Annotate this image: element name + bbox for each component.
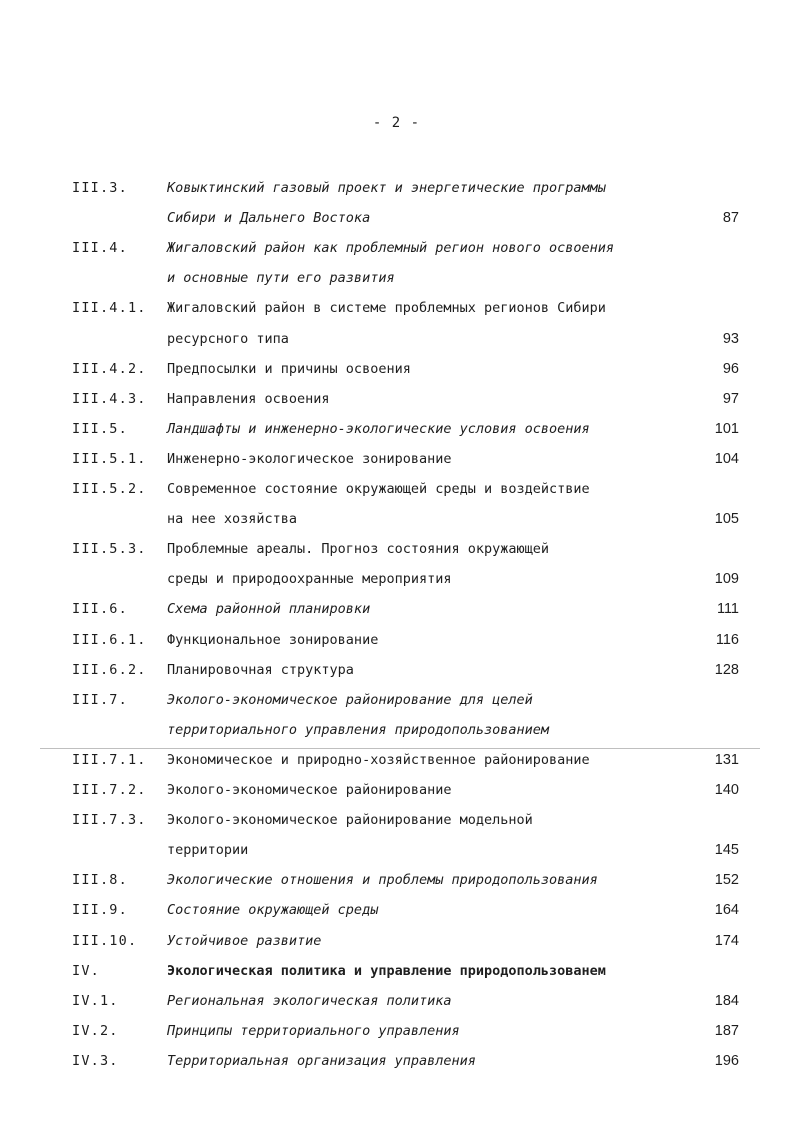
toc-entry-number: III.4.3. xyxy=(72,390,147,407)
toc-line xyxy=(0,930,793,952)
toc-page-ref: 152 xyxy=(714,872,739,889)
toc-line xyxy=(0,508,793,530)
toc-entry-title: Жигаловский район как проблемный регион нового освоения xyxy=(167,240,615,257)
toc-entry-number: III.7.3. xyxy=(72,812,147,829)
toc-line xyxy=(0,839,793,861)
toc-entry-number: III.6.1. xyxy=(72,631,147,648)
toc-entry-title: Региональная экологическая политика xyxy=(167,992,452,1009)
toc-entry-title: Жигаловский район в системе проблемных регионов Сибири xyxy=(167,300,606,317)
toc-page-ref: 109 xyxy=(714,571,739,588)
toc-line xyxy=(0,749,793,771)
toc-line xyxy=(0,237,793,259)
toc-line xyxy=(0,388,793,410)
toc-page-ref: 104 xyxy=(714,450,739,467)
toc-line xyxy=(0,719,793,741)
toc-line xyxy=(0,568,793,590)
toc-entry-title: Современное состояние окружающей среды и воздействие xyxy=(167,481,590,497)
toc-line xyxy=(0,899,793,921)
toc-page-ref: 140 xyxy=(714,782,739,798)
toc-page-ref: 184 xyxy=(714,992,739,1009)
toc-page-ref: 111 xyxy=(716,601,739,618)
toc-entry-title: Экономическое и природно-хозяйственное районирование xyxy=(167,751,590,768)
toc-entry-title: Экологические отношения и проблемы природопользования xyxy=(167,872,598,889)
toc-entry-title: территориального управления природопользованием xyxy=(167,721,550,738)
toc-entry-number: III.10. xyxy=(72,932,138,949)
toc-entry-title: Направления освоения xyxy=(167,390,330,407)
toc-line xyxy=(0,598,793,620)
toc-entry-number: III.7. xyxy=(72,691,128,708)
toc-line xyxy=(0,689,793,711)
toc-line xyxy=(0,629,793,651)
toc-page-ref: 174 xyxy=(714,932,739,949)
toc-line xyxy=(0,869,793,891)
toc-entry-number: III.7.1. xyxy=(72,751,147,768)
toc-line xyxy=(0,207,793,229)
toc-page-ref: 105 xyxy=(714,511,739,528)
toc-entry-title: Экологическая политика и управление природопользованем xyxy=(167,962,606,979)
toc-entry-number: III.4. xyxy=(72,240,128,257)
toc-page-ref: 131 xyxy=(714,751,739,768)
toc-line xyxy=(0,297,793,319)
toc-entry-title: Эколого-экономическое районирование xyxy=(167,782,452,798)
toc-page-ref: 187 xyxy=(714,1022,739,1039)
toc-line xyxy=(0,779,793,801)
toc-line xyxy=(0,478,793,500)
toc-entry-number: III.8. xyxy=(72,872,128,889)
toc-entry-title: среды и природоохранные мероприятия xyxy=(167,571,452,588)
toc-line xyxy=(0,1020,793,1042)
toc-line xyxy=(0,809,793,831)
toc-entry-title: Устойчивое развитие xyxy=(167,932,322,949)
toc-entry-title: Проблемные ареалы. Прогноз состояния окружающей xyxy=(167,541,550,558)
toc-line xyxy=(0,538,793,560)
toc-entry-number: IV.3. xyxy=(72,1052,119,1069)
toc-entry-title: Планировочная структура xyxy=(167,661,354,678)
toc-entry-title: Ландшафты и инженерно-экологические условия освоения xyxy=(167,420,590,437)
toc-entry-number: III.6.2. xyxy=(72,661,147,678)
toc-line xyxy=(0,990,793,1012)
toc-entry-number: III.5. xyxy=(72,420,128,437)
toc-page-ref: 96 xyxy=(722,360,739,377)
toc-page-ref: 97 xyxy=(722,390,739,407)
toc-entry-number: III.5.1. xyxy=(72,450,147,467)
toc-entry-number: IV.2. xyxy=(72,1022,119,1039)
toc-line xyxy=(0,659,793,681)
toc-line xyxy=(0,358,793,380)
toc-entry-number: III.5.3. xyxy=(72,541,147,558)
toc-entry-title: Территориальная организация управления xyxy=(167,1052,476,1069)
toc-entry-title: Эколого-экономическое районирование для целей xyxy=(167,691,533,708)
toc-entry-title: Функциональное зонирование xyxy=(167,631,379,648)
toc-entry-title: Предпосылки и причины освоения xyxy=(167,360,411,377)
toc-entry-title: Ковыктинский газовый проект и энергетические программы xyxy=(167,180,606,196)
toc-entry-title: Схема районной планировки xyxy=(167,601,371,618)
toc-entry-title: Инженерно-экологическое зонирование xyxy=(167,450,452,467)
toc-page-ref: 145 xyxy=(714,842,739,859)
toc-entry-title: и основные пути его развития xyxy=(167,270,395,287)
toc-entry-title: на нее хозяйства xyxy=(167,511,298,528)
page-number: - 2 - xyxy=(372,115,421,131)
toc-page-ref: 196 xyxy=(714,1052,739,1069)
toc-entry-number: III.4.1. xyxy=(72,300,147,317)
toc-page-ref: 93 xyxy=(722,330,739,347)
toc-entry-number: III.4.2. xyxy=(72,360,147,377)
toc-entry-title: Состояние окружающей среды xyxy=(167,902,379,919)
toc-page-ref: 87 xyxy=(722,210,739,227)
toc-entry-number: III.9. xyxy=(72,902,128,919)
toc-line xyxy=(0,418,793,440)
toc-entry-number: IV.1. xyxy=(72,992,119,1009)
toc-entry-title: Принципы территориального управления xyxy=(167,1022,460,1039)
toc-line xyxy=(0,177,793,199)
toc-entry-title: ресурсного типа xyxy=(167,330,289,347)
toc-entry-title: Эколого-экономическое районирование модельной xyxy=(167,812,533,829)
toc-entry-number: III.5.2. xyxy=(72,481,147,497)
toc-line xyxy=(0,1050,793,1072)
toc-line xyxy=(0,267,793,289)
toc-page-ref: 116 xyxy=(715,631,739,648)
toc-entry-number: IV. xyxy=(72,962,100,979)
toc-entry-number: III.3. xyxy=(72,180,128,196)
toc-line xyxy=(0,328,793,350)
toc-page-ref: 128 xyxy=(714,661,739,678)
toc-entry-number: III.7.2. xyxy=(72,782,147,798)
toc-entry-number: III.6. xyxy=(72,601,128,618)
toc-page-ref: 164 xyxy=(714,902,739,919)
toc-line xyxy=(0,448,793,470)
toc-line xyxy=(0,960,793,982)
toc-page-ref: 101 xyxy=(714,420,739,437)
toc-entry-title: территории xyxy=(167,842,249,859)
toc-entry-title: Сибири и Дальнего Востока xyxy=(167,210,371,227)
